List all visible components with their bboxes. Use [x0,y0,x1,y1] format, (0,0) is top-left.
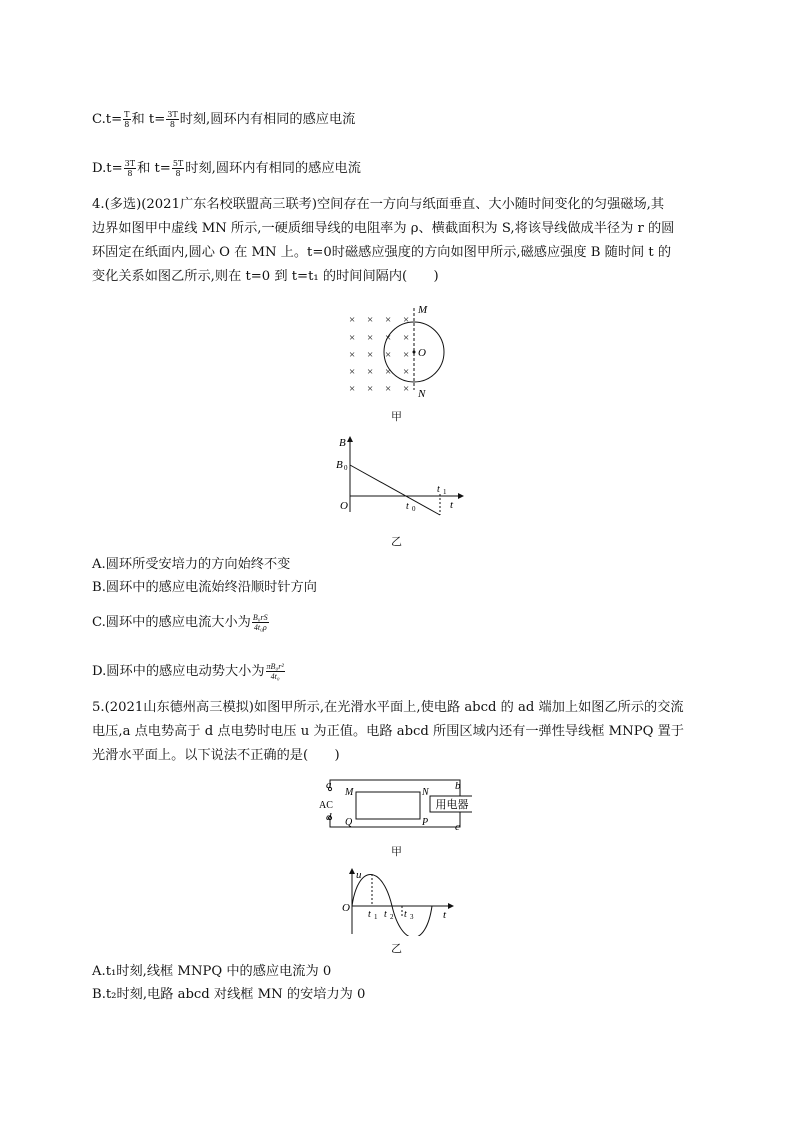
center-dot [413,351,416,354]
cross-mark: × [403,349,410,361]
label-o: O [418,347,426,359]
label-t1: t [368,909,371,920]
label-origin: O [340,500,348,512]
label-n: N [422,787,429,798]
q3-d-suffix: 时刻,圆环内有相同的感应电流 [185,161,361,176]
q3-c-mid: 和 t= [131,112,166,127]
q4-option-b: B.圆环中的感应电流始终沿顺时针方向 [92,580,317,595]
q5-figure-jia-caption: 甲 [391,845,402,858]
cross-mark: × [367,332,374,344]
q5-figure-jia [312,775,472,833]
cross-mark: × [367,366,374,378]
label-n: N [418,388,426,400]
q3-option-c [92,110,355,130]
label-b: B [339,437,346,449]
label-b0-sub: 0 [344,464,348,472]
u-axis-arrow [349,868,355,874]
cross-mark: × [367,314,374,326]
q4-stem-line-3: 环固定在纸面内,圆心 O 在 MN 上。t=0时磁感应强度的方向如图甲所示,磁感应强度 B 随时间 t 的 [92,245,672,260]
q3-c-fraction-1: $\frac{T}{8}$ [124,110,130,129]
label-t1-sub: 1 [374,913,378,921]
q3-c-fraction-2: $\frac{3T}{8}$ [167,110,178,129]
cross-mark: × [349,332,356,344]
q3-c-suffix: 时刻,圆环内有相同的感应电流 [179,112,356,127]
cross-mark: × [349,383,356,395]
q5-stem-line-1: 5.(2021山东德州高三模拟)如图甲所示,在光滑水平面上,使电路 abcd 的 ad 端加上如图乙所示的交流 [92,700,684,715]
label-q: Q [345,817,353,828]
q5-stem-line-2: 电压,a 点电势高于 d 点电势时电压 u 为正值。电路 abcd 所围区域内还有一弹性导线框 MNPQ 置于 [92,724,684,739]
cross-mark: × [385,383,392,395]
label-t1-sub: 1 [443,488,447,496]
q4-figure-jia-caption: 甲 [391,410,402,423]
cross-mark: × [367,349,374,361]
label-t2-sub: 2 [390,913,394,921]
q4-c-prefix: C.圆环中的感应电流大小为 [92,615,251,630]
q3-d-mid: 和 t= [137,161,171,176]
q5-option-b: B.t₂时刻,电路 abcd 对线框 MN 的安培力为 0 [92,987,366,1002]
cross-mark: × [349,366,356,378]
q5-figure-yi [340,866,455,936]
q4-d-prefix: D.圆环中的感应电动势大小为 [92,664,265,679]
cross-mark: × [349,349,356,361]
sine-curve [352,875,432,937]
label-d: d [326,811,332,823]
label-c: c [455,821,460,833]
label-m: M [345,787,354,798]
device-label: 用电器 [435,799,469,811]
cross-mark: × [385,349,392,361]
cross-mark: × [385,366,392,378]
q4-option-c [92,613,270,633]
q4-option-d [92,662,286,682]
label-b: b [455,780,461,792]
cross-mark: × [349,314,356,326]
cross-mark: × [367,383,374,395]
cross-mark: × [385,332,392,344]
cross-mark: × [385,314,392,326]
label-origin: O [342,902,350,914]
q4-stem-line-4: 变化关系如图乙所示,则在 t=0 到 t=t₁ 的时间间隔内( ) [92,269,439,284]
label-t1: t [437,484,440,495]
field-crosses [349,314,409,395]
label-a: a [326,779,332,791]
label-t: t [443,909,447,921]
label-u: u [356,869,362,881]
q4-stem-line-2: 边界如图甲中虚线 MN 所示,一硬质细导线的电阻率为 ρ、横截面积为 S,将该导线做成半径为 r 的圆 [92,221,675,236]
q3-d-fraction-1: $\frac{3T}{8}$ [124,159,136,178]
label-t0-sub: 0 [412,505,416,513]
q4-figure-yi-caption: 乙 [391,535,402,548]
t-axis-arrow [458,493,464,499]
b-t-line [350,465,440,515]
q4-stem-line-1: 4.(多选)(2021广东名校联盟高三联考)空间存在一方向与纸面垂直、大小随时间变化的匀强磁场,其 [92,197,665,212]
q5-figure-yi-caption: 乙 [391,942,402,955]
q3-option-d [92,159,361,179]
label-b0: B [336,459,343,471]
label-t0: t [406,501,409,512]
label-t2: t [384,909,387,920]
q4-c-fraction: $\frac{\text{B₀rS}}{\text{4t₀ρ}}$ [252,613,268,632]
cross-mark: × [403,314,410,326]
frame-mnpq [356,792,420,819]
label-ac: AC [319,800,333,811]
q3-c-prefix: C.t= [92,112,123,127]
q5-option-a: A.t₁时刻,线框 MNPQ 中的感应电流为 0 [92,964,332,979]
q5-stem-line-3: 光滑水平面上。以下说法不正确的是( ) [92,748,340,763]
label-t: t [450,499,454,511]
label-t3-sub: 3 [410,913,414,921]
label-p: P [422,817,429,828]
cross-mark: × [403,332,410,344]
label-m: M [418,304,428,316]
b-axis-arrow [347,436,353,442]
q4-option-a: A.圆环所受安培力的方向始终不变 [92,557,291,572]
q4-d-fraction: $\frac{\text{πB₀r²}}{\text{4t₀}}$ [266,662,284,681]
q4-figure-yi [330,432,465,517]
q4-figure-jia [330,298,460,403]
label-t3: t [404,909,407,920]
cross-mark: × [403,383,410,395]
cross-mark: × [403,366,410,378]
q3-d-prefix: D.t= [92,161,123,176]
t-axis-arrow [448,903,454,909]
q3-d-fraction-2: $\frac{5T}{8}$ [172,159,184,178]
